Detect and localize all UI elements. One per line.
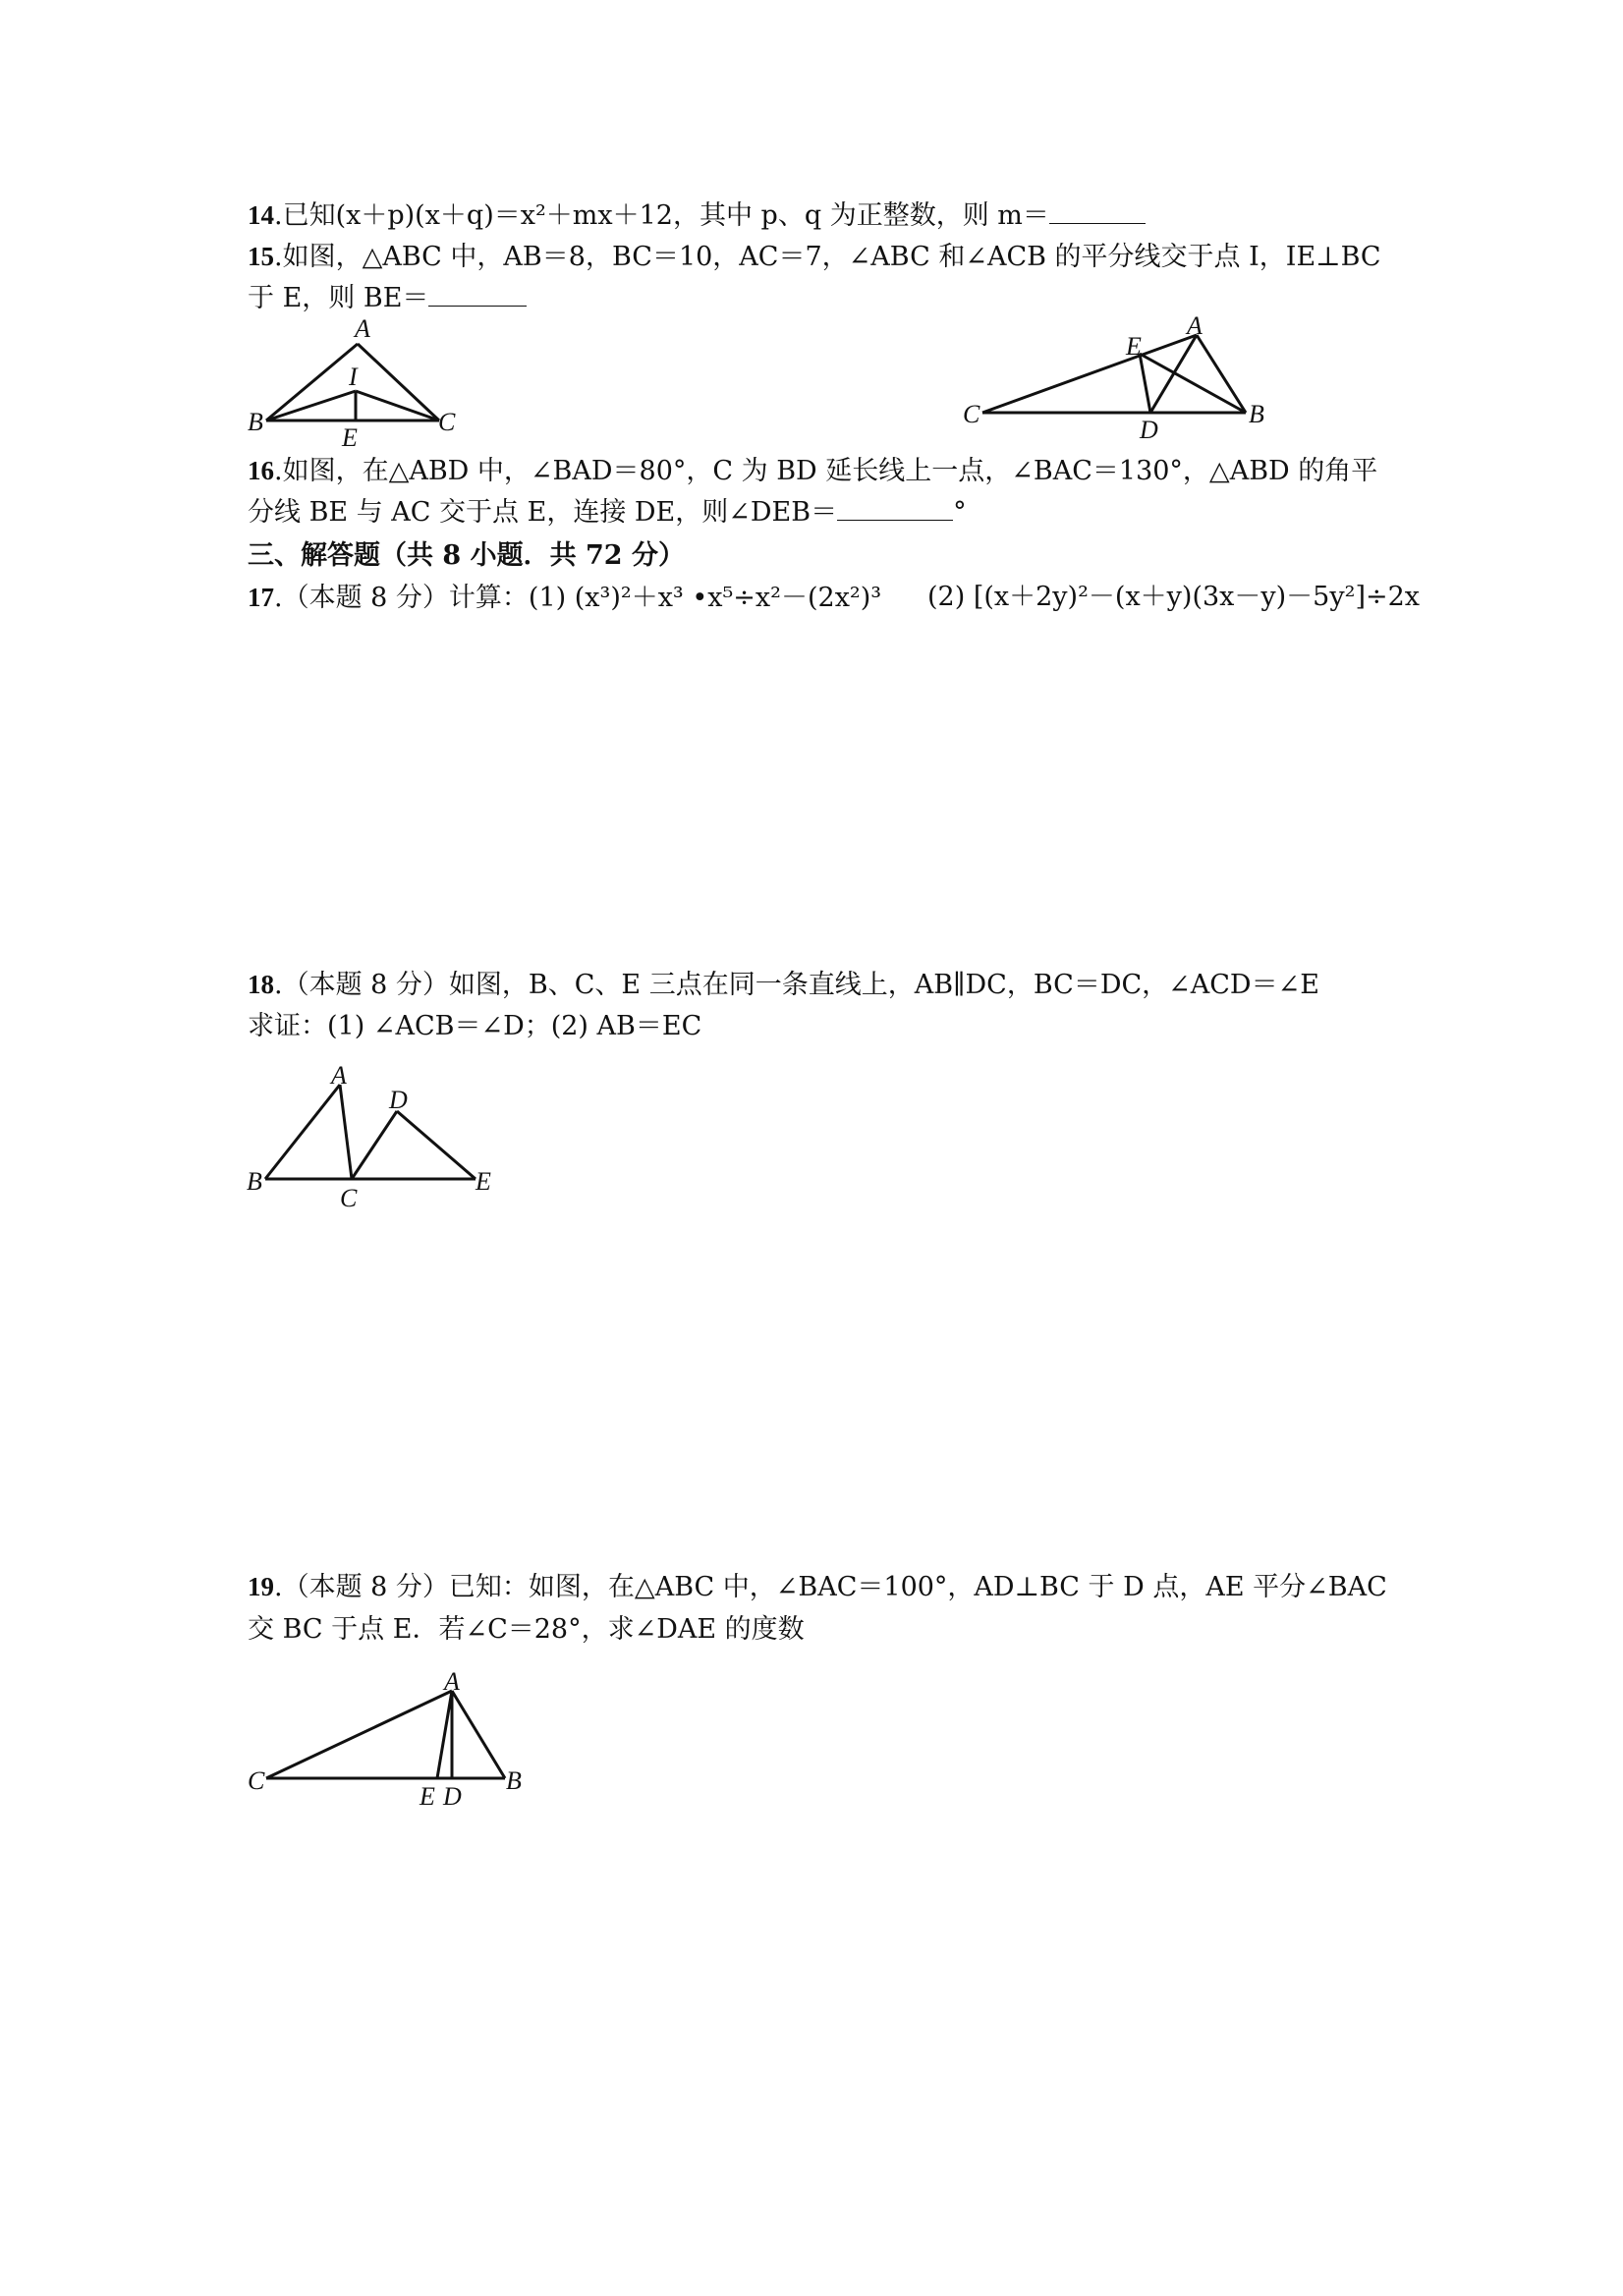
label-c: C	[963, 400, 980, 428]
label-a: A	[1187, 311, 1203, 340]
label-i: I	[349, 363, 358, 391]
label-a: A	[444, 1667, 460, 1696]
question-text: .（本题 8 分）如图，B、C、E 三点在同一条直线上，AB∥DC，BC＝DC，∠ACD＝∠E	[274, 970, 1319, 1000]
question-number: 17	[248, 583, 274, 612]
question-number: 16	[248, 456, 274, 485]
label-d: D	[1140, 416, 1158, 444]
degree-mark: °	[953, 497, 967, 528]
segment-ab	[452, 1691, 505, 1778]
segment-ae	[437, 1691, 452, 1778]
question-number: 15	[248, 242, 274, 271]
question-18-line-2: 求证：(1) ∠ACB＝∠D；(2) AB＝EC	[248, 1011, 702, 1041]
question-text: .如图，在△ABD 中，∠BAD＝80°，C 为 BD 延长线上一点，∠BAC＝130°，△ABD 的角平	[274, 456, 1378, 486]
label-c: C	[438, 408, 456, 436]
label-c: C	[340, 1184, 358, 1212]
question-17-part-2: (2) [(x＋2y)²－(x＋y)(3x－y)－5y²]÷2x	[927, 582, 1421, 612]
question-19-line-2: 交 BC 于点 E．若∠C＝28°，求∠DAE 的度数	[248, 1614, 805, 1645]
label-b: B	[248, 408, 263, 436]
label-a: A	[331, 1061, 347, 1090]
label-d: D	[443, 1782, 462, 1811]
label-a: A	[355, 314, 370, 343]
label-b: B	[247, 1167, 262, 1196]
question-number: 19	[248, 1572, 274, 1601]
label-e: E	[1126, 332, 1142, 361]
label-e: E	[476, 1167, 491, 1196]
label-d: D	[389, 1086, 408, 1114]
question-text: .（本题 8 分）计算：(1) (x³)²＋x³ •x⁵÷x²－(2x²)³	[274, 583, 882, 613]
label-e: E	[342, 423, 358, 452]
label-c: C	[248, 1766, 265, 1795]
question-number: 14	[248, 200, 274, 230]
label-b: B	[1249, 400, 1264, 428]
question-number: 18	[248, 970, 274, 999]
label-b: B	[506, 1766, 522, 1795]
section-title: 三、解答题（共 8 小题．共 72 分）	[248, 540, 685, 571]
question-text: .已知(x＋p)(x＋q)＝x²＋mx＋12，其中 p、q 为正整数，则 m＝	[274, 200, 1049, 231]
question-text: .如图，△ABC 中，AB＝8，BC＝10，AC＝7，∠ABC 和∠ACB 的平分线交于点 I，IE⊥BC	[274, 242, 1381, 272]
segment-ca	[266, 1691, 452, 1778]
label-e: E	[420, 1782, 435, 1811]
question-text: 于 E，则 BE＝	[248, 283, 429, 313]
question-text: .（本题 8 分）已知：如图，在△ABC 中，∠BAC＝100°，AD⊥BC 于 D 点，AE 平分∠BAC	[274, 1572, 1387, 1602]
question-text: 分线 BE 与 AC 交于点 E，连接 DE，则∠DEB＝	[248, 497, 838, 528]
